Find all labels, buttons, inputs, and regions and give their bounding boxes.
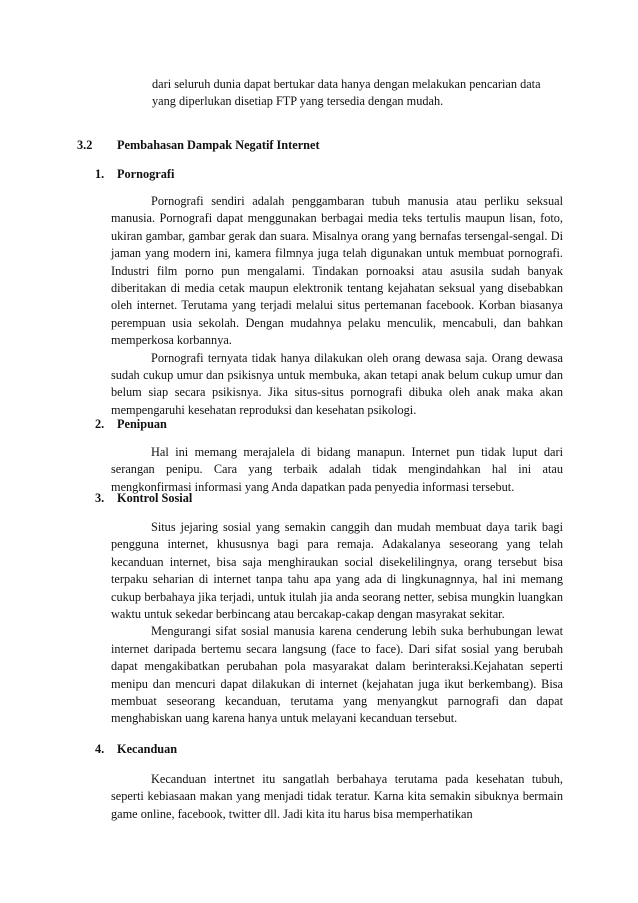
item-body-pornografi	[111, 193, 563, 419]
intro-continuation	[152, 76, 564, 111]
item-title: Kontrol Sosial	[117, 491, 193, 505]
item-number: 2.	[95, 417, 105, 431]
section-number: 3.2	[77, 138, 93, 152]
paragraph: Situs jejaring sosial yang semakin canggih dan mudah membuat daya tarik bagi pengguna internet, khususnya bagi para remaja. Adakalanya seseorang yang telah kecanduan internet, bisa saja menghiraukan social disekelilingnya, orang tersebut bisa terpaku seharian di internet tanpa tahu apa yang ada di lingkunagnnya, hal ini memang cukup berbahaya jika terjadi, untuk itulah jia anda seorang netter, sebisa mungkin luangkan waktu untuk sekedar berbincang atau bercakap-cakap dengan masyrakat sekitar.	[111, 520, 563, 622]
item-body-kecanduan	[111, 771, 563, 823]
item-number: 1.	[95, 167, 105, 181]
item-body-kontrol-sosial	[111, 519, 563, 728]
item-body-penipuan	[111, 444, 563, 496]
item-heading-kecanduan	[95, 741, 177, 758]
section-title: Pembahasan Dampak Negatif Internet	[117, 138, 320, 152]
paragraph: Hal ini memang merajalela di bidang manapun. Internet pun tidak luput dari serangan penipu. Cara yang terbaik adalah tidak mengindahkan hal ini atau mengkonfirmasi informasi yang Anda dapatkan pada penyedia informasi tersebut.	[111, 445, 563, 494]
item-title: Penipuan	[117, 417, 167, 431]
item-heading-kontrol-sosial	[95, 490, 192, 507]
paragraph: Pornografi sendiri adalah penggambaran tubuh manusia atau perliku seksual manusia. Pornografi dapat menggunakan berbagai media teks tertulis maupun lisan, foto, ukiran gambar, gambar gerak dan suara. Misalnya orang yang bernafas tersengal-sengal. Di jaman yang modern ini, kamera filmnya juga telah digunakan untuk membuat pornografi. Industri film porno pun mengalami. Tindakan pornoaksi atau asusila sudah banyak diberitakan di media cetak maupun elektronik tentang kejahatan seksual yang disebabkan oleh internet. Terutama yang terjadi melalui situs pertemanan facebook. Korban biasanya perempuan usia sekolah. Dengan mudahnya pelaku menculik, mencabuli, dan bahkan memperkosa korbannya.	[111, 194, 563, 348]
paragraph: Pornografi ternyata tidak hanya dilakukan oleh orang dewasa saja. Orang dewasa sudah cukup umur dan psikisnya untuk membuka, akan tetapi anak belum cukup umur dan belum siap secara psikisnya. Jika situs-situs pornografi dibuka oleh anak maka akan mempengaruhi kesehatan reproduksi dan kesehatan psikologi.	[111, 350, 563, 417]
item-title: Pornografi	[117, 167, 175, 181]
section-heading	[77, 137, 557, 154]
item-number: 4.	[95, 742, 105, 756]
item-heading-penipuan	[95, 416, 167, 433]
item-title: Kecanduan	[117, 742, 178, 756]
paragraph: Mengurangi sifat sosial manusia karena cenderung lebih suka berhubungan lewat internet daripada bertemu secara langsung (face to face). Dari sifat sosial yang berubah dapat mengakibatkan perubahan pola masyarakat dalam berinteraksi.Kejahatan seperti menipu dan mencuri dapat dilakukan di internet (kejahatan juga ikut berkembang). Bisa membuat seseorang kecanduan, terutama yang menyangkut parnografi dan dapat menghabiskan uang karena hanya untuk melayani kecanduan tersebut.	[111, 624, 563, 726]
paragraph: Kecanduan intertnet itu sangatlah berbahaya terutama pada kesehatan tubuh, seperti kebiasaan makan yang menjadi tidak teratur. Karna kita semakin sibuknya bermain game online, facebook, twitter dll. Jadi kita itu harus bisa memperhatikan	[111, 772, 563, 821]
item-number: 3.	[95, 491, 105, 505]
intro-paragraph: dari seluruh dunia dapat bertukar data hanya dengan melakukan pencarian data yang diperlukan disetiap FTP yang tersedia dengan mudah.	[152, 77, 541, 109]
item-heading-pornografi	[95, 166, 174, 183]
